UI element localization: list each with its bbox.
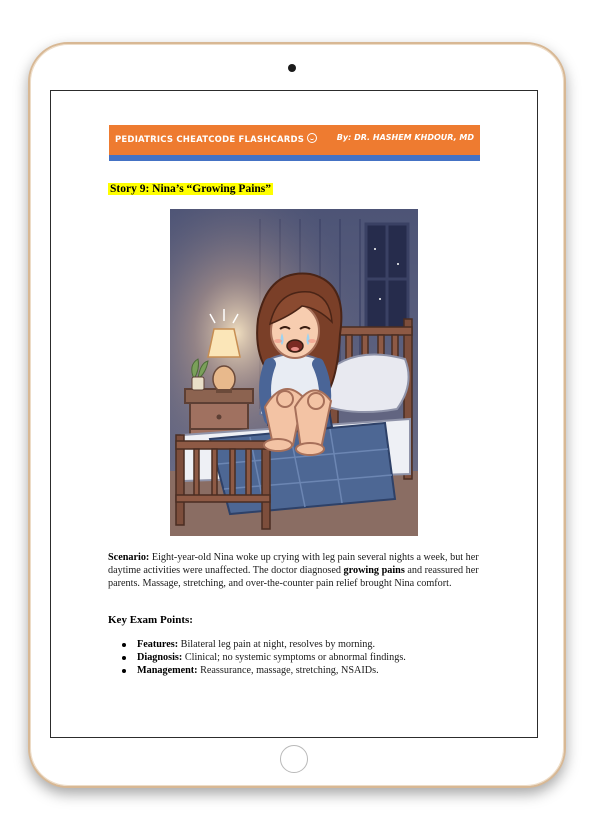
camera-icon xyxy=(288,64,296,72)
scenario-paragraph xyxy=(108,551,480,590)
scenario-text-end: and reassured her parents. Massage, stretching, and over-the-counter pain relief brought Nina comfort. xyxy=(108,565,479,589)
header-underline xyxy=(109,155,480,161)
point-label: Diagnosis: xyxy=(137,652,183,663)
point-text: Clinical; no systemic symptoms or abnormal findings. xyxy=(182,652,406,663)
illustration-crying-girl xyxy=(170,209,418,536)
key-points-list xyxy=(121,638,491,677)
list-item xyxy=(121,638,491,651)
point-text: Bilateral leg pain at night, resolves by morning. xyxy=(178,639,376,650)
scenario-label: Scenario: xyxy=(108,552,150,563)
scenario-emphasis: growing pains xyxy=(343,565,405,576)
home-button[interactable] xyxy=(280,745,308,773)
point-label: Features: xyxy=(137,639,179,650)
smile-icon xyxy=(307,133,317,143)
point-text: Reassurance, massage, stretching, NSAIDs. xyxy=(197,665,379,676)
point-label: Management: xyxy=(137,665,198,676)
key-exam-points-heading: Key Exam Points: xyxy=(108,614,193,626)
scenario-text: Eight-year-old Nina woke up crying with leg pain several nights a week, but her daytime activities were unaffected. The doctor diagnosed xyxy=(108,552,479,576)
header-author: By: DR. HASHEM KHDOUR, MD xyxy=(336,133,474,142)
list-item xyxy=(121,664,491,677)
header-title xyxy=(115,133,317,145)
header-bar xyxy=(109,125,480,155)
story-title: Story 9: Nina’s “Growing Pains” xyxy=(110,183,272,195)
header-title-text: PEDIATRICS CHEATCODE FLASHCARDS xyxy=(115,135,305,145)
list-item xyxy=(121,651,491,664)
flashcard-page xyxy=(50,90,538,738)
